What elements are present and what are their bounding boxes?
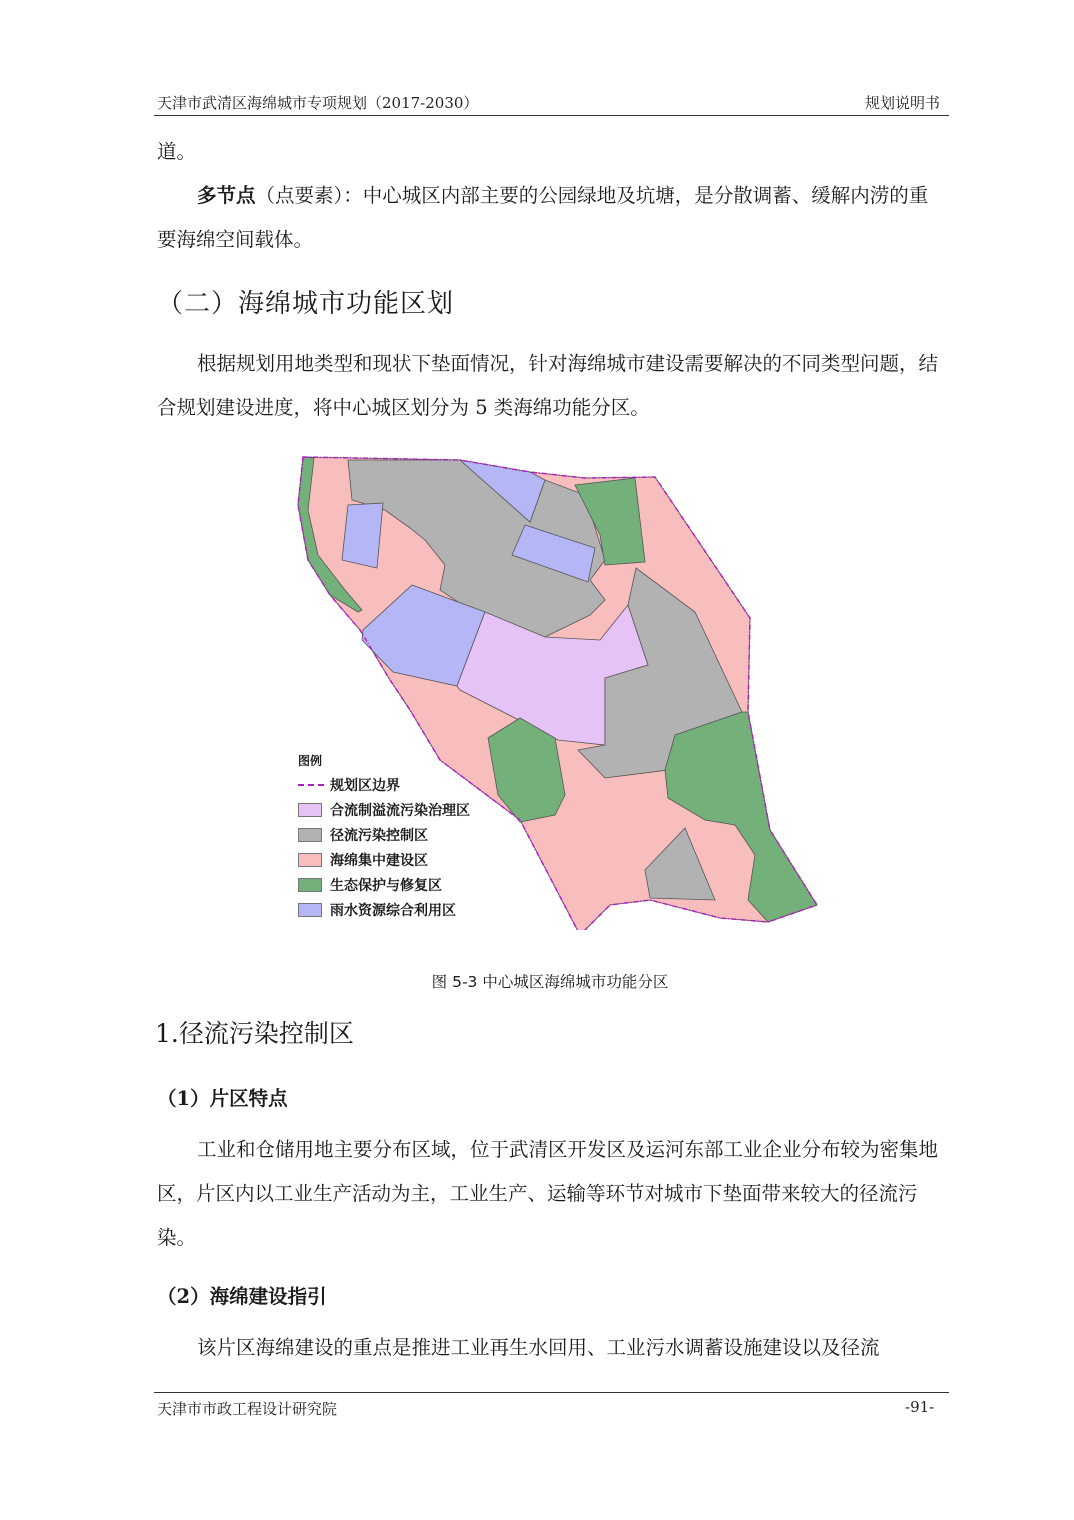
legend-swatch: [298, 903, 322, 917]
subheading-guidance: （2）海绵建设指引: [157, 1285, 327, 1308]
paragraph-features: 工业和仓储用地主要分布区域，位于武清区开发区及运河东部工业企业分布较为密集地区，片区内以工业生产活动为主，工业生产、运输等环节对城市下垫面带来较大的径流污染。: [157, 1138, 939, 1249]
page-number: -91-: [905, 1398, 935, 1416]
header-title: 天津市武清区海绵城市专项规划（2017-2030）: [157, 94, 479, 112]
header-rule: [154, 115, 949, 116]
header-section: 规划说明书: [865, 94, 941, 112]
subsection-heading: 1.径流污染控制区: [155, 1019, 354, 1048]
legend-boundary-swatch: [298, 784, 324, 786]
legend-swatch: [298, 803, 322, 817]
legend-label: 规划区边界: [330, 778, 400, 794]
legend-item-rain: [298, 902, 456, 918]
figure-caption: 图 5-3 中心城区海绵城市功能分区: [431, 973, 669, 991]
legend-swatch: [298, 828, 322, 842]
legend-item-runoff: [298, 827, 428, 843]
legend-label: 径流污染控制区: [330, 828, 428, 844]
legend-label: 海绵集中建设区: [330, 853, 428, 869]
legend-item-boundary: [298, 777, 400, 793]
legend-item-cso: [298, 802, 470, 818]
paragraph-continuation: 道。: [157, 140, 197, 163]
legend-item-eco: [298, 877, 442, 893]
paragraph-nodes: [157, 174, 947, 262]
legend-title: 图例: [298, 754, 323, 768]
legend-label: 雨水资源综合利用区: [330, 903, 456, 919]
paragraph-intro: 根据规划用地类型和现状下垫面情况，针对海绵城市建设需要解决的不同类型问题，结合规划建设进度，将中心城区划分为 5 类海绵功能分区。: [157, 352, 939, 419]
legend-item-sponge: [298, 852, 428, 868]
legend-swatch: [298, 878, 322, 892]
zone-blue-west: [342, 503, 383, 568]
paragraph-guidance: 该片区海绵建设的重点是推进工业再生水回用、工业污水调蓄设施建设以及径流: [197, 1336, 880, 1359]
subheading-features: （1）片区特点: [157, 1087, 288, 1110]
legend-swatch: [298, 853, 322, 867]
legend-label: 合流制溢流污染治理区: [330, 803, 470, 819]
footer-rule: [154, 1392, 949, 1393]
section-heading: （二）海绵城市功能区划: [157, 289, 455, 319]
nodes-text: （点要素）：中心城区内部主要的公园绿地及坑塘，是分散调蓄、缓解内涝的重要海绵空间载体。: [157, 184, 929, 251]
nodes-label: 多节点: [197, 184, 256, 207]
legend-label: 生态保护与修复区: [330, 878, 442, 894]
footer-org: 天津市市政工程设计研究院: [157, 1400, 338, 1418]
